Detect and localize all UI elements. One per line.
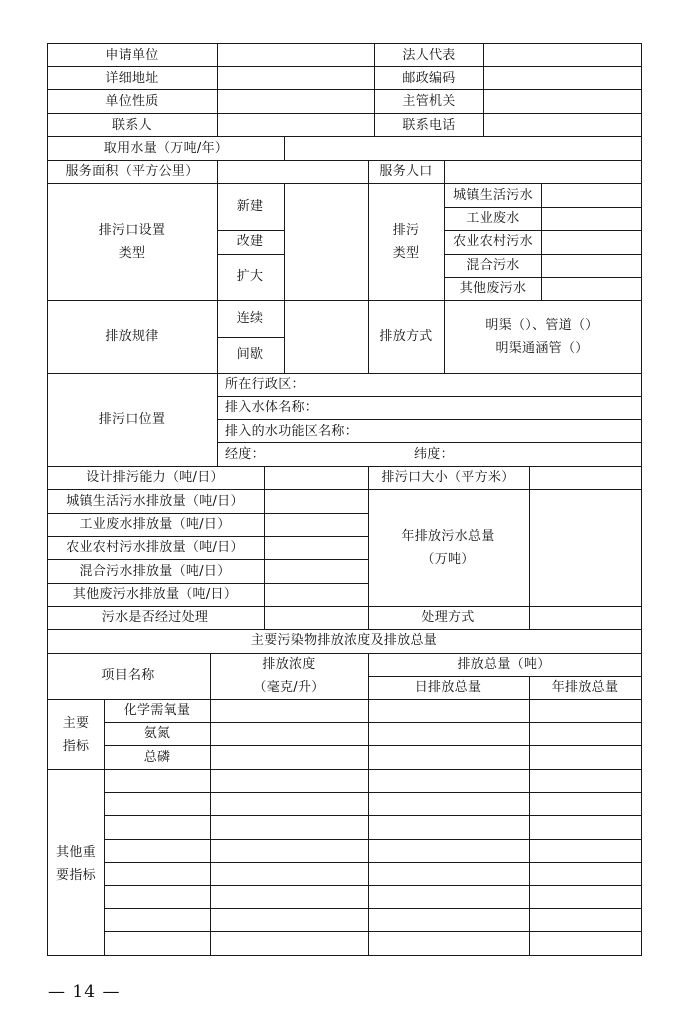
label-design-capacity: 设计排污能力（吨/日） <box>86 470 224 485</box>
grid-line <box>444 160 445 373</box>
grid-line <box>47 653 642 654</box>
label-other-indicators: 其他重 <box>56 845 96 860</box>
grid-line <box>444 207 642 208</box>
option-mixed-sewage: 混合污水 <box>466 258 520 273</box>
grid-line <box>104 885 642 886</box>
label-outlet-size: 排污口大小（平方米） <box>381 470 515 485</box>
table-border-right <box>641 43 642 956</box>
grid-line <box>541 183 542 300</box>
label-address: 详细地址 <box>105 71 159 86</box>
grid-line <box>47 513 368 514</box>
grid-line <box>529 676 530 956</box>
label-legal-rep: 法人代表 <box>402 48 456 63</box>
label-contact: 联系人 <box>112 118 152 133</box>
label-water-body: 排入水体名称： <box>225 400 319 415</box>
label-function-zone: 排入的水功能区名称： <box>225 424 359 439</box>
grid-line <box>47 606 642 607</box>
table-border-left <box>47 43 48 956</box>
label-water-intake: 取用水量（万吨/年） <box>103 141 229 156</box>
grid-line <box>47 536 368 537</box>
grid-line <box>104 815 642 816</box>
grid-line <box>104 722 642 723</box>
grid-line <box>284 183 285 373</box>
label-service-population: 服务人口 <box>379 164 433 179</box>
grid-line <box>368 160 369 373</box>
grid-line <box>368 466 369 629</box>
option-intermittent: 间歇 <box>236 347 264 362</box>
label-outlet-type: 排污口设置 <box>98 223 166 238</box>
grid-line <box>47 559 368 560</box>
label-longitude: 经度： <box>225 447 265 462</box>
grid-line <box>104 745 642 746</box>
grid-line <box>284 136 285 160</box>
method-options-line1: 明渠（）、管道（） <box>485 318 599 333</box>
label-treatment-method: 处理方式 <box>421 610 475 625</box>
grid-line <box>47 699 642 700</box>
item-total-phosphorus: 总磷 <box>143 750 171 765</box>
grid-line <box>374 43 375 137</box>
label-discharge-type-2: 类型 <box>392 246 420 261</box>
label-applicant-unit: 申请单位 <box>105 48 159 63</box>
grid-line <box>104 862 642 863</box>
label-discharge-type: 排污 <box>392 223 420 238</box>
grid-line <box>368 676 642 677</box>
label-annual-total: 年排放污水总量 <box>401 529 495 544</box>
grid-line <box>47 136 642 137</box>
option-urban-sewage: 城镇生活污水 <box>453 188 533 203</box>
grid-line <box>47 373 642 374</box>
grid-line <box>104 699 105 956</box>
label-main-indicators: 主要 <box>62 716 90 731</box>
grid-line <box>47 489 642 490</box>
grid-line <box>444 230 642 231</box>
grid-line <box>104 908 642 909</box>
label-main-indicators-2: 指标 <box>62 739 90 754</box>
item-cod: 化学需氧量 <box>123 703 191 718</box>
section-title-pollutants: 主要污染物排放浓度及排放总量 <box>250 633 438 648</box>
label-annual-total-unit: （万吨） <box>421 552 475 567</box>
option-continuous: 连续 <box>236 311 264 326</box>
col-total-discharge: 排放总量（吨） <box>457 657 551 672</box>
label-unit-nature: 单位性质 <box>105 94 159 109</box>
label-latitude: 纬度： <box>414 447 454 462</box>
grid-line <box>47 89 642 90</box>
label-agricultural-discharge: 农业农村污水排放量（吨/日） <box>66 540 244 555</box>
grid-line <box>47 66 642 67</box>
label-industrial-discharge: 工业废水排放量（吨/日） <box>79 517 231 532</box>
col-concentration: 排放浓度 <box>262 657 316 672</box>
label-postcode: 邮政编码 <box>402 71 456 86</box>
option-expand: 扩大 <box>236 269 264 284</box>
grid-line <box>104 839 642 840</box>
grid-line <box>529 466 530 629</box>
label-phone: 联系电话 <box>402 118 456 133</box>
grid-line <box>483 43 484 137</box>
col-concentration-unit: （毫克/升） <box>253 680 325 695</box>
option-agricultural-sewage: 农业农村污水 <box>453 234 533 249</box>
label-mixed-discharge: 混合污水排放量（吨/日） <box>79 564 231 579</box>
grid-line <box>47 583 368 584</box>
grid-line <box>47 113 642 114</box>
method-options-line2: 明渠通涵管（） <box>495 341 589 356</box>
label-service-area: 服务面积（平方公里） <box>65 164 199 179</box>
col-annual-total: 年排放总量 <box>551 680 619 695</box>
grid-line <box>444 277 642 278</box>
page-number: — 14 — <box>48 982 121 1002</box>
grid-line <box>217 254 284 255</box>
grid-line <box>104 792 642 793</box>
col-item-name: 项目名称 <box>101 668 155 683</box>
option-rebuild: 改建 <box>236 234 264 249</box>
grid-line <box>217 419 642 420</box>
label-outlet-type-2: 类型 <box>118 246 146 261</box>
label-authority: 主管机关 <box>402 94 456 109</box>
option-industrial-wastewater: 工业废水 <box>466 211 520 226</box>
grid-line <box>444 254 642 255</box>
grid-line <box>104 931 642 932</box>
label-other-discharge: 其他废污水排放量（吨/日） <box>72 587 238 602</box>
grid-line <box>210 653 211 956</box>
grid-line <box>217 442 642 443</box>
item-ammonia-nitrogen: 氨氮 <box>143 726 171 741</box>
grid-line <box>217 160 218 466</box>
grid-line <box>47 160 642 161</box>
grid-line <box>217 396 642 397</box>
table-border-top <box>47 43 642 44</box>
option-new: 新建 <box>236 199 264 214</box>
grid-line <box>217 230 284 231</box>
grid-line <box>47 183 642 184</box>
col-daily-total: 日排放总量 <box>414 680 482 695</box>
grid-line <box>47 300 642 301</box>
grid-line <box>217 337 284 338</box>
grid-line <box>47 629 642 630</box>
label-urban-discharge: 城镇生活污水排放量（吨/日） <box>66 494 244 509</box>
grid-line <box>47 466 642 467</box>
grid-line <box>217 43 218 137</box>
label-treated: 污水是否经过处理 <box>101 610 209 625</box>
option-other-wastewater: 其他废污水 <box>459 281 527 296</box>
label-other-indicators-2: 要指标 <box>56 868 96 883</box>
label-discharge-pattern: 排放规律 <box>105 329 159 344</box>
label-discharge-method: 排放方式 <box>379 329 433 344</box>
label-outlet-location: 排污口位置 <box>98 412 166 427</box>
grid-line <box>264 466 265 629</box>
table-border-bottom <box>47 955 642 956</box>
grid-line <box>368 653 369 956</box>
grid-line <box>47 769 642 770</box>
label-district: 所在行政区： <box>225 377 305 392</box>
